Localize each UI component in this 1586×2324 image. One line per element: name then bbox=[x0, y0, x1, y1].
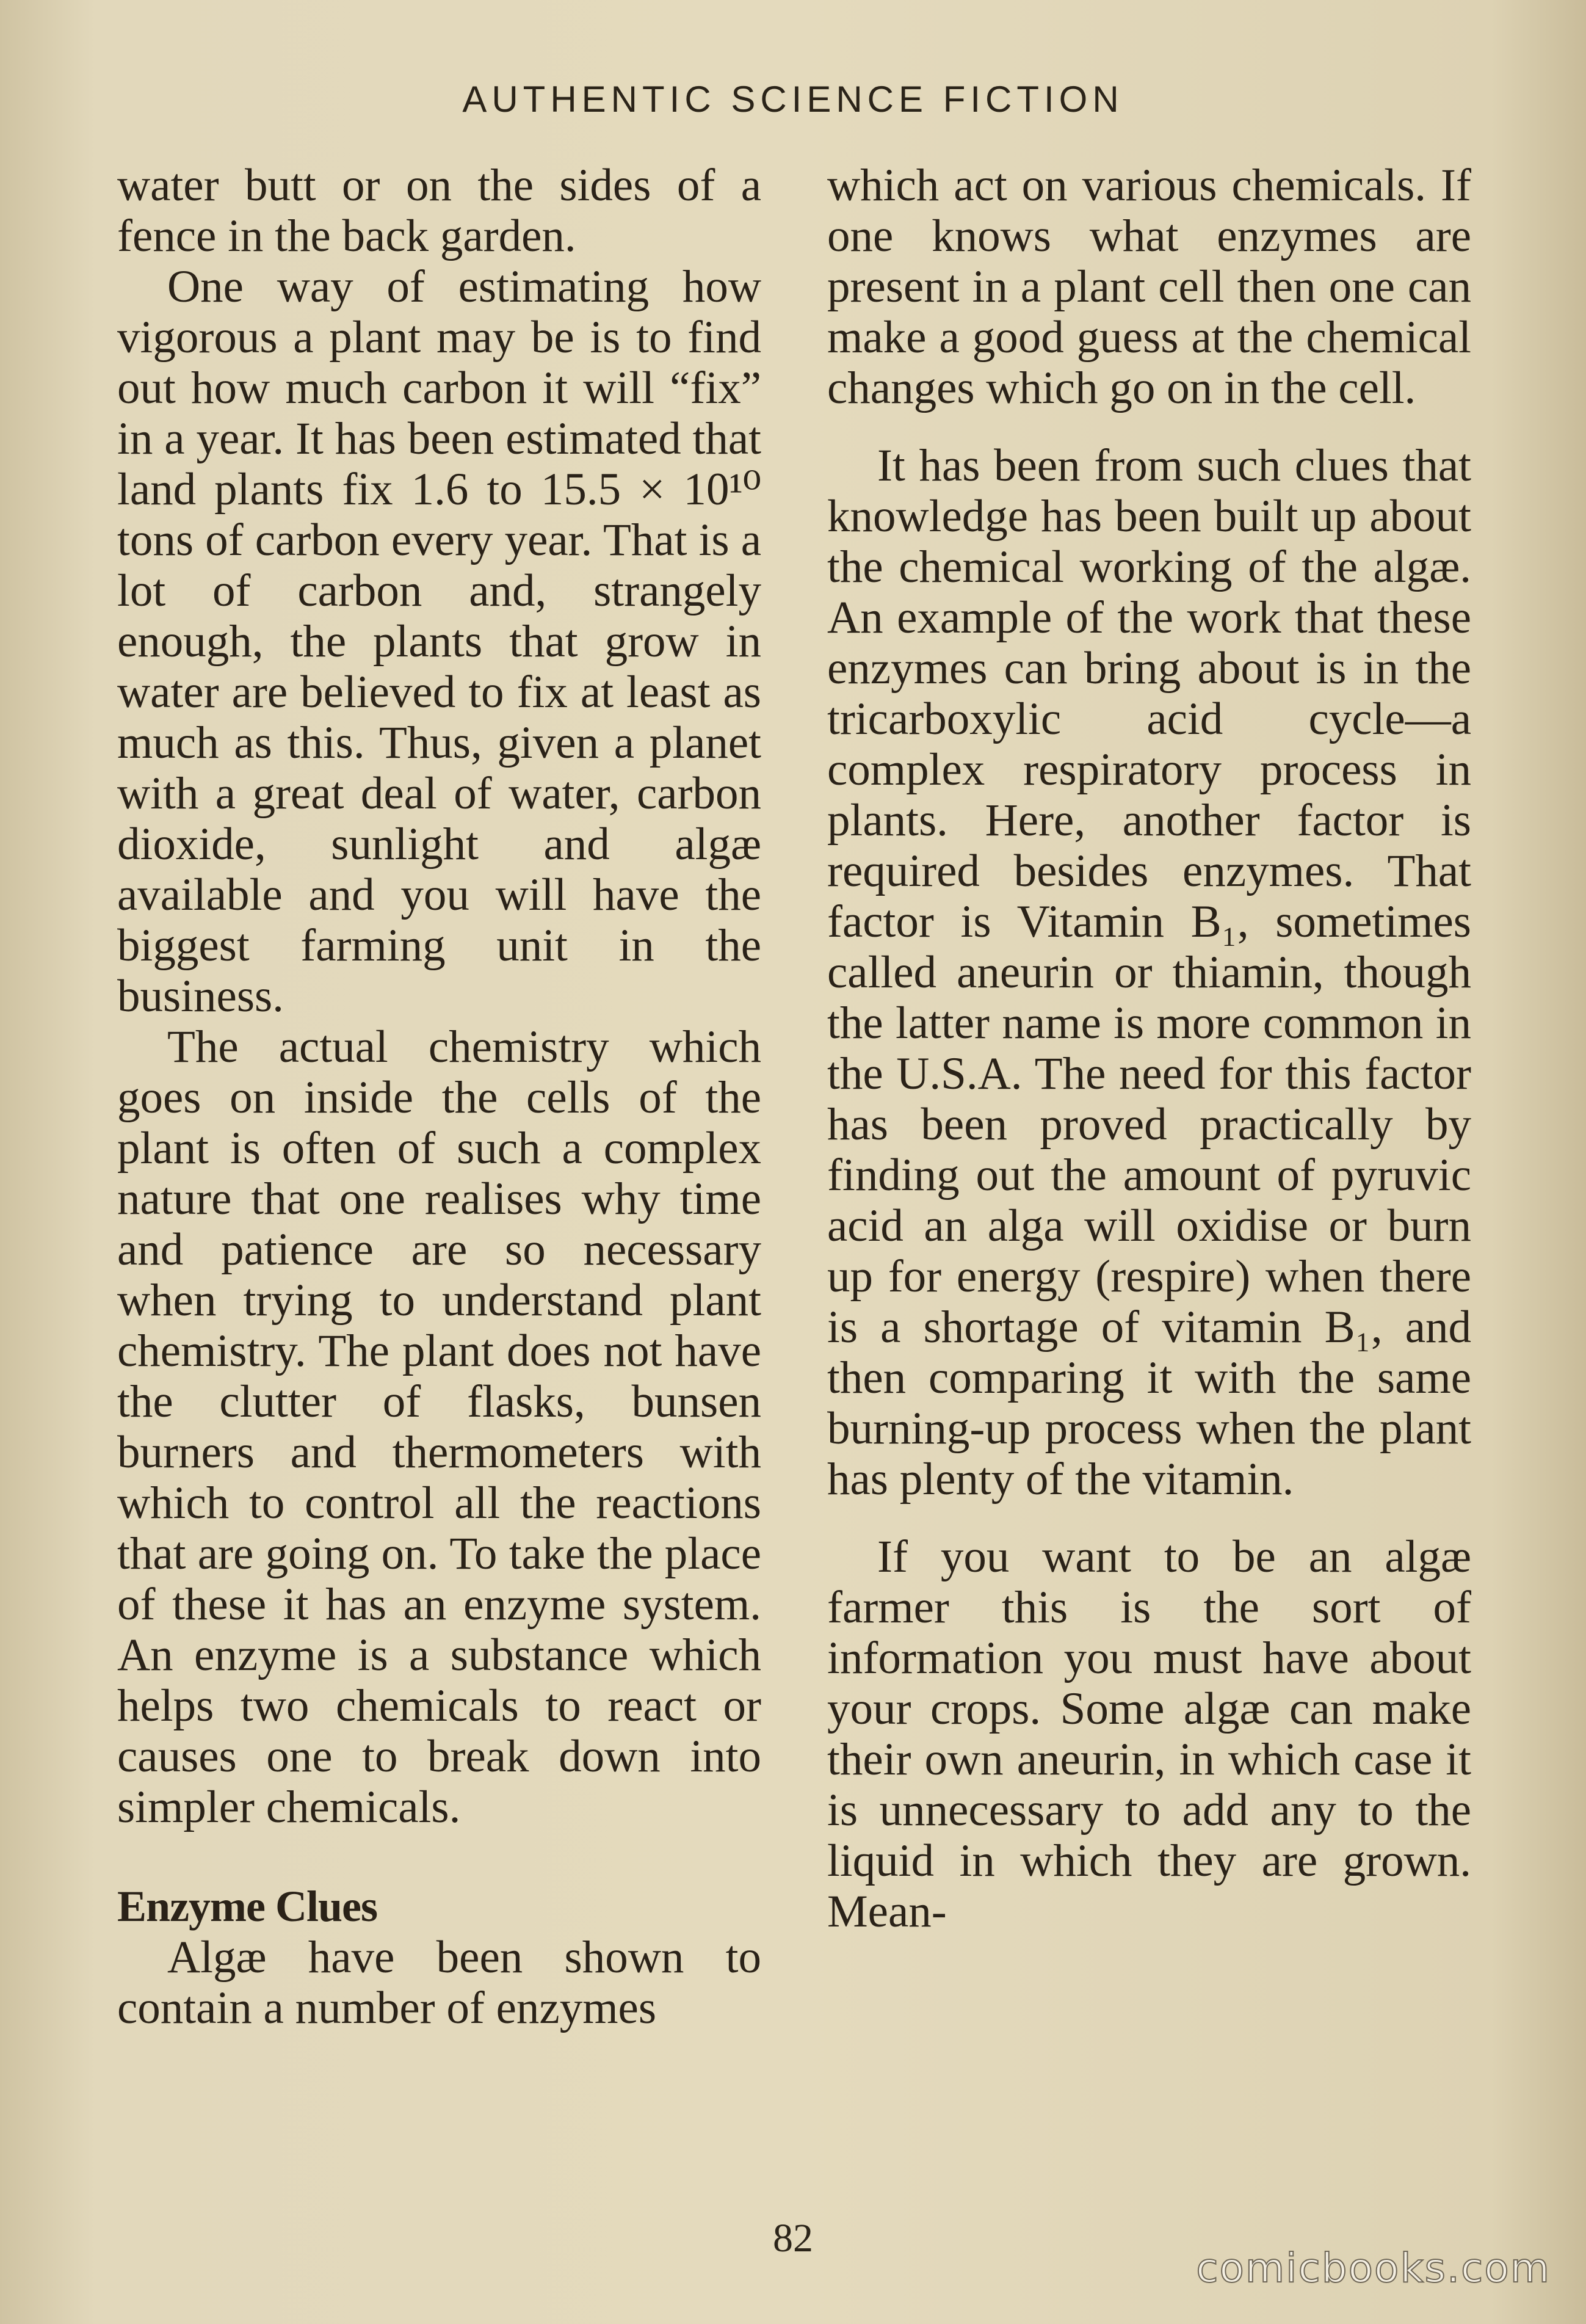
paragraph: Algæ have been shown to contain a number of enzymes bbox=[117, 1932, 761, 2033]
paragraph: It has been from such clues that knowledge has been built up about the chemical working of the algæ. An example of the work that these enzymes can bring about is in the tricarboxylic acid cycle—a complex respiratory process in plants. Here, another factor is required besides enzymes. That factor is Vitamin B₁, sometimes called aneurin or thiamin, though the latter name is more common in the U.S.A. The need for this factor has been proved practically by finding out the amount of pyruvic acid an alga will oxidise or burn up for energy (respire) when there is a shortage of vitamin B₁, and then comparing it with the same burning-up process when the plant has plenty of the vitamin. bbox=[827, 440, 1471, 1505]
paragraph: One way of estimating how vigorous a plant may be is to find out how much carbon it will “fix” in a year. It has been estimated that land plants fix 1.6 to 15.5 × 10¹⁰ tons of carbon every year. That is a lot of carbon and, strangely enough, the plants that grow in water are believed to fix at least as much as this. Thus, given a planet with a great deal of water, carbon dioxide, sunlight and algæ available and you will have the biggest farming unit in the business. bbox=[117, 261, 761, 1022]
paragraph: If you want to be an algæ farmer this is the sort of information you must have about your crops. Some algæ can make their own aneurin, in which case it is unnecessary to add any to the liquid in which they are grown. Mean- bbox=[827, 1531, 1471, 1937]
paragraph: The actual chemistry which goes on inside the cells of the plant is often of such a complex nature that one realises why time and patience are so necessary when trying to understand plant chemistry. The plant does not have the clutter of flasks, bunsen burners and thermometers with which to control all the reactions that are going on. To take the place of these it has an enzyme system. An enzyme is a substance which helps two chemicals to react or causes one to break down into simpler chemicals. bbox=[117, 1022, 761, 1832]
section-heading: Enzyme Clues bbox=[117, 1882, 377, 1931]
paragraph: water butt or on the sides of a fence in the back garden. bbox=[117, 160, 761, 261]
paragraph: which act on various chemicals. If one knows what enzymes are present in a plant cell then one can make a good guess at the chemical changes which go on in the cell. bbox=[827, 160, 1471, 413]
left-column bbox=[117, 160, 761, 2033]
right-column bbox=[827, 160, 1471, 1937]
running-head: AUTHENTIC SCIENCE FICTION bbox=[462, 79, 1124, 120]
page-number: 82 bbox=[773, 2216, 813, 2260]
watermark: comicbooks.com bbox=[1196, 2245, 1551, 2292]
